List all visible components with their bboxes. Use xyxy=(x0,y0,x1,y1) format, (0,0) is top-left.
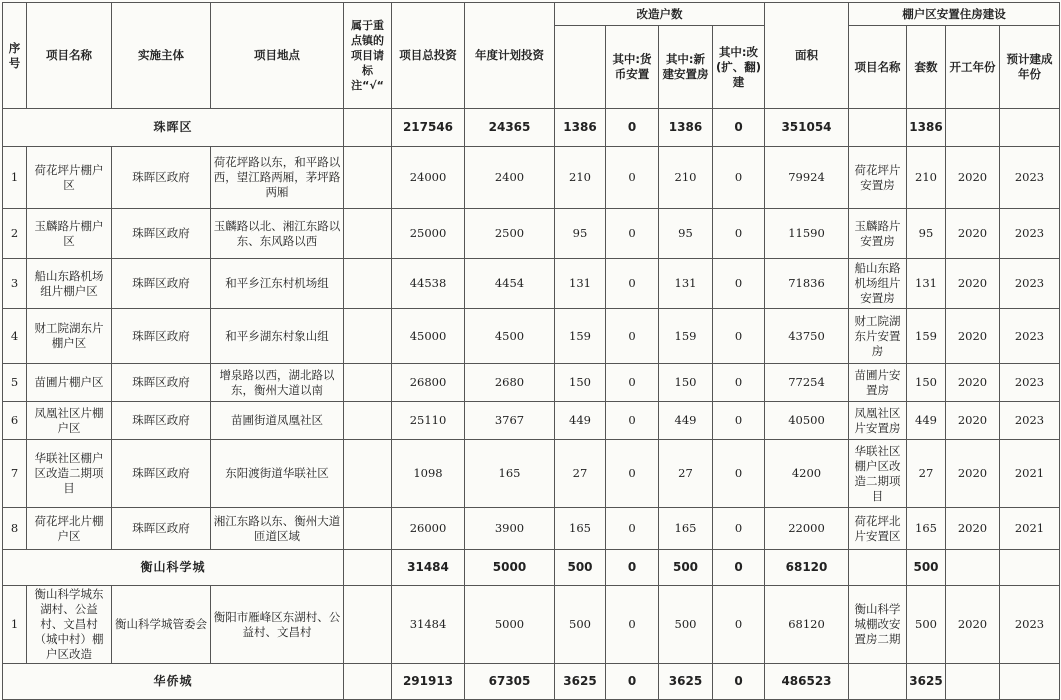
cell-rebuild: 0 xyxy=(713,209,765,259)
cell-start-year xyxy=(946,550,1000,586)
cell-finish-year: 2023 xyxy=(1000,259,1060,309)
cell-housing-name: 凤凰社区片安置房 xyxy=(849,402,907,440)
summary-row xyxy=(3,109,1060,147)
cell-cash: 0 xyxy=(606,550,659,586)
cell-new-build: 449 xyxy=(659,402,713,440)
cell-seq: 4 xyxy=(3,309,27,364)
cell-finish-year xyxy=(1000,109,1060,147)
cell-rebuild: 0 xyxy=(713,259,765,309)
summary-label: 衡山科学城 xyxy=(3,550,344,586)
cell-units: 159 xyxy=(907,309,946,364)
header-name: 项目名称 xyxy=(27,3,112,109)
cell-project-name: 凤凰社区片棚户区 xyxy=(27,402,112,440)
cell-key-town xyxy=(344,508,392,550)
cell-rebuild: 0 xyxy=(713,508,765,550)
cell-project-name: 玉麟路片棚户区 xyxy=(27,209,112,259)
cell-new-build: 500 xyxy=(659,550,713,586)
cell-location: 增泉路以西，湖北路以东，衡州大道以南 xyxy=(211,364,344,402)
cell-owner: 珠晖区政府 xyxy=(112,440,211,508)
cell-total-investment: 45000 xyxy=(392,309,465,364)
cell-area: 22000 xyxy=(765,508,849,550)
cell-owner: 珠晖区政府 xyxy=(112,147,211,209)
cell-total-investment: 217546 xyxy=(392,109,465,147)
cell-key-town xyxy=(344,550,392,586)
cell-total-investment: 26800 xyxy=(392,364,465,402)
table-row xyxy=(3,402,1060,440)
cell-owner: 珠晖区政府 xyxy=(112,259,211,309)
cell-cash: 0 xyxy=(606,364,659,402)
cell-area: 79924 xyxy=(765,147,849,209)
header-seq: 序号 xyxy=(3,3,27,109)
cell-total-investment: 31484 xyxy=(392,586,465,664)
cell-project-name: 荷花坪北片棚户区 xyxy=(27,508,112,550)
cell-start-year: 2020 xyxy=(946,309,1000,364)
cell-key-town xyxy=(344,147,392,209)
cell-area: 68120 xyxy=(765,550,849,586)
cell-key-town xyxy=(344,259,392,309)
cell-finish-year: 2023 xyxy=(1000,402,1060,440)
cell-seq: 7 xyxy=(3,440,27,508)
cell-location: 玉麟路以北、湘江东路以东、东风路以西 xyxy=(211,209,344,259)
cell-location: 衡阳市雁峰区东湖村、公益村、文昌村 xyxy=(211,586,344,664)
cell-cash: 0 xyxy=(606,209,659,259)
cell-project-name: 船山东路机场组片棚户区 xyxy=(27,259,112,309)
cell-owner: 珠晖区政府 xyxy=(112,209,211,259)
cell-households: 3625 xyxy=(555,664,606,700)
cell-new-build: 210 xyxy=(659,147,713,209)
cell-households: 210 xyxy=(555,147,606,209)
cell-start-year: 2020 xyxy=(946,402,1000,440)
cell-new-build: 159 xyxy=(659,309,713,364)
cell-housing-name: 衡山科学城棚改安置房二期 xyxy=(849,586,907,664)
cell-rebuild: 0 xyxy=(713,309,765,364)
cell-total-investment: 25110 xyxy=(392,402,465,440)
cell-households: 131 xyxy=(555,259,606,309)
cell-area: 351054 xyxy=(765,109,849,147)
cell-start-year: 2020 xyxy=(946,586,1000,664)
cell-area: 43750 xyxy=(765,309,849,364)
cell-rebuild: 0 xyxy=(713,664,765,700)
cell-project-name: 华联社区棚户区改造二期项目 xyxy=(27,440,112,508)
cell-total-investment: 25000 xyxy=(392,209,465,259)
cell-units: 165 xyxy=(907,508,946,550)
cell-seq: 6 xyxy=(3,402,27,440)
cell-households: 159 xyxy=(555,309,606,364)
cell-seq: 8 xyxy=(3,508,27,550)
cell-households: 500 xyxy=(555,586,606,664)
cell-housing-name xyxy=(849,664,907,700)
table-row xyxy=(3,440,1060,508)
cell-units: 3625 xyxy=(907,664,946,700)
summary-row xyxy=(3,550,1060,586)
header-rebuild: 其中:改(扩、翻)建 xyxy=(713,26,765,109)
cell-finish-year: 2023 xyxy=(1000,364,1060,402)
cell-area: 71836 xyxy=(765,259,849,309)
cell-cash: 0 xyxy=(606,309,659,364)
cell-cash: 0 xyxy=(606,664,659,700)
cell-annual-investment: 24365 xyxy=(465,109,555,147)
cell-area: 77254 xyxy=(765,364,849,402)
cell-units: 150 xyxy=(907,364,946,402)
cell-housing-name: 华联社区棚户区改造二期项目 xyxy=(849,440,907,508)
cell-location: 和平乡湖东村象山组 xyxy=(211,309,344,364)
cell-units: 27 xyxy=(907,440,946,508)
header-units: 套数 xyxy=(907,26,946,109)
cell-annual-investment: 165 xyxy=(465,440,555,508)
cell-new-build: 150 xyxy=(659,364,713,402)
cell-cash: 0 xyxy=(606,147,659,209)
cell-households: 95 xyxy=(555,209,606,259)
cell-owner: 珠晖区政府 xyxy=(112,508,211,550)
cell-finish-year: 2023 xyxy=(1000,209,1060,259)
cell-annual-investment: 3900 xyxy=(465,508,555,550)
cell-finish-year: 2023 xyxy=(1000,147,1060,209)
cell-project-name: 苗圃片棚户区 xyxy=(27,364,112,402)
cell-rebuild: 0 xyxy=(713,440,765,508)
cell-annual-investment: 2500 xyxy=(465,209,555,259)
cell-households: 500 xyxy=(555,550,606,586)
cell-project-name: 荷花坪片棚户区 xyxy=(27,147,112,209)
cell-cash: 0 xyxy=(606,259,659,309)
summary-label: 珠晖区 xyxy=(3,109,344,147)
cell-rebuild: 0 xyxy=(713,147,765,209)
header-key-town: 属于重点镇的项目请标注“√“ xyxy=(344,3,392,109)
table-row xyxy=(3,309,1060,364)
table-body xyxy=(3,109,1060,700)
cell-new-build: 27 xyxy=(659,440,713,508)
table-row xyxy=(3,209,1060,259)
cell-rebuild: 0 xyxy=(713,586,765,664)
cell-total-investment: 31484 xyxy=(392,550,465,586)
cell-start-year: 2020 xyxy=(946,440,1000,508)
cell-seq: 1 xyxy=(3,147,27,209)
cell-key-town xyxy=(344,109,392,147)
cell-cash: 0 xyxy=(606,109,659,147)
cell-total-investment: 291913 xyxy=(392,664,465,700)
cell-finish-year: 2021 xyxy=(1000,440,1060,508)
cell-rebuild: 0 xyxy=(713,364,765,402)
cell-annual-investment: 5000 xyxy=(465,550,555,586)
cell-key-town xyxy=(344,586,392,664)
cell-cash: 0 xyxy=(606,440,659,508)
cell-annual-investment: 2400 xyxy=(465,147,555,209)
cell-annual-investment: 67305 xyxy=(465,664,555,700)
header-annual-investment: 年度计划投资 xyxy=(465,3,555,109)
cell-finish-year: 2023 xyxy=(1000,586,1060,664)
cell-owner: 珠晖区政府 xyxy=(112,402,211,440)
cell-seq: 3 xyxy=(3,259,27,309)
cell-total-investment: 24000 xyxy=(392,147,465,209)
cell-start-year: 2020 xyxy=(946,147,1000,209)
cell-start-year xyxy=(946,664,1000,700)
cell-location: 东阳渡街道华联社区 xyxy=(211,440,344,508)
cell-annual-investment: 2680 xyxy=(465,364,555,402)
cell-new-build: 131 xyxy=(659,259,713,309)
cell-location: 荷花坪路以东，和平路以西，望江路两厢，茅坪路两厢 xyxy=(211,147,344,209)
cell-finish-year: 2021 xyxy=(1000,508,1060,550)
header-households xyxy=(555,26,606,109)
cell-key-town xyxy=(344,364,392,402)
cell-key-town xyxy=(344,664,392,700)
cell-housing-name xyxy=(849,109,907,147)
cell-cash: 0 xyxy=(606,586,659,664)
cell-area: 11590 xyxy=(765,209,849,259)
cell-area: 486523 xyxy=(765,664,849,700)
cell-key-town xyxy=(344,440,392,508)
cell-project-name: 财工院湖东片棚户区 xyxy=(27,309,112,364)
cell-housing-name: 荷花坪片安置房 xyxy=(849,147,907,209)
table-row xyxy=(3,364,1060,402)
cell-new-build: 95 xyxy=(659,209,713,259)
table-row xyxy=(3,508,1060,550)
summary-label: 华侨城 xyxy=(3,664,344,700)
cell-units: 95 xyxy=(907,209,946,259)
cell-area: 40500 xyxy=(765,402,849,440)
cell-units: 500 xyxy=(907,550,946,586)
cell-housing-name: 财工院湖东片安置房 xyxy=(849,309,907,364)
cell-annual-investment: 4454 xyxy=(465,259,555,309)
cell-key-town xyxy=(344,209,392,259)
cell-units: 131 xyxy=(907,259,946,309)
cell-rebuild: 0 xyxy=(713,402,765,440)
cell-rebuild: 0 xyxy=(713,109,765,147)
cell-housing-name: 玉麟路片安置房 xyxy=(849,209,907,259)
cell-seq: 5 xyxy=(3,364,27,402)
cell-units: 1386 xyxy=(907,109,946,147)
table-row xyxy=(3,586,1060,664)
cell-seq: 1 xyxy=(3,586,27,664)
cell-area: 4200 xyxy=(765,440,849,508)
cell-seq: 2 xyxy=(3,209,27,259)
cell-housing-name: 苗圃片安置房 xyxy=(849,364,907,402)
cell-key-town xyxy=(344,402,392,440)
cell-households: 150 xyxy=(555,364,606,402)
summary-row xyxy=(3,664,1060,700)
cell-start-year: 2020 xyxy=(946,364,1000,402)
cell-finish-year xyxy=(1000,550,1060,586)
header-finish-year: 预计建成年份 xyxy=(1000,26,1060,109)
cell-annual-investment: 3767 xyxy=(465,402,555,440)
cell-total-investment: 1098 xyxy=(392,440,465,508)
cell-new-build: 500 xyxy=(659,586,713,664)
header-housing-group: 棚户区安置住房建设 xyxy=(849,3,1060,26)
header-start-year: 开工年份 xyxy=(946,26,1000,109)
cell-units: 449 xyxy=(907,402,946,440)
table-row xyxy=(3,259,1060,309)
cell-total-investment: 26000 xyxy=(392,508,465,550)
cell-cash: 0 xyxy=(606,402,659,440)
cell-new-build: 3625 xyxy=(659,664,713,700)
cell-rebuild: 0 xyxy=(713,550,765,586)
cell-location: 湘江东路以东、衡州大道匝道区域 xyxy=(211,508,344,550)
cell-owner: 珠晖区政府 xyxy=(112,309,211,364)
cell-households: 165 xyxy=(555,508,606,550)
cell-start-year: 2020 xyxy=(946,209,1000,259)
cell-housing-name xyxy=(849,550,907,586)
header-renovation-group: 改造户数 xyxy=(555,3,765,26)
cell-new-build: 1386 xyxy=(659,109,713,147)
cell-cash: 0 xyxy=(606,508,659,550)
cell-households: 1386 xyxy=(555,109,606,147)
header-cash: 其中:货币安置 xyxy=(606,26,659,109)
cell-key-town xyxy=(344,309,392,364)
cell-new-build: 165 xyxy=(659,508,713,550)
cell-location: 和平乡江东村机场组 xyxy=(211,259,344,309)
cell-units: 210 xyxy=(907,147,946,209)
cell-units: 500 xyxy=(907,586,946,664)
cell-owner: 衡山科学城管委会 xyxy=(112,586,211,664)
cell-finish-year xyxy=(1000,664,1060,700)
table-row xyxy=(3,147,1060,209)
header-owner: 实施主体 xyxy=(112,3,211,109)
cell-households: 27 xyxy=(555,440,606,508)
header-area: 面积 xyxy=(765,3,849,109)
cell-housing-name: 荷花坪北片安置区 xyxy=(849,508,907,550)
cell-finish-year: 2023 xyxy=(1000,309,1060,364)
cell-housing-name: 船山东路机场组片安置房 xyxy=(849,259,907,309)
cell-start-year: 2020 xyxy=(946,508,1000,550)
cell-start-year: 2020 xyxy=(946,259,1000,309)
renovation-table xyxy=(2,2,1060,700)
cell-start-year xyxy=(946,109,1000,147)
cell-area: 68120 xyxy=(765,586,849,664)
header-total-investment: 项目总投资 xyxy=(392,3,465,109)
cell-annual-investment: 5000 xyxy=(465,586,555,664)
cell-owner: 珠晖区政府 xyxy=(112,364,211,402)
cell-annual-investment: 4500 xyxy=(465,309,555,364)
header-new-build: 其中:新建安置房 xyxy=(659,26,713,109)
cell-households: 449 xyxy=(555,402,606,440)
cell-location: 苗圃街道凤凰社区 xyxy=(211,402,344,440)
header-housing-name: 项目名称 xyxy=(849,26,907,109)
cell-total-investment: 44538 xyxy=(392,259,465,309)
cell-project-name: 衡山科学城东湖村、公益村、文昌村（城中村）棚户区改造 xyxy=(27,586,112,664)
header-location: 项目地点 xyxy=(211,3,344,109)
